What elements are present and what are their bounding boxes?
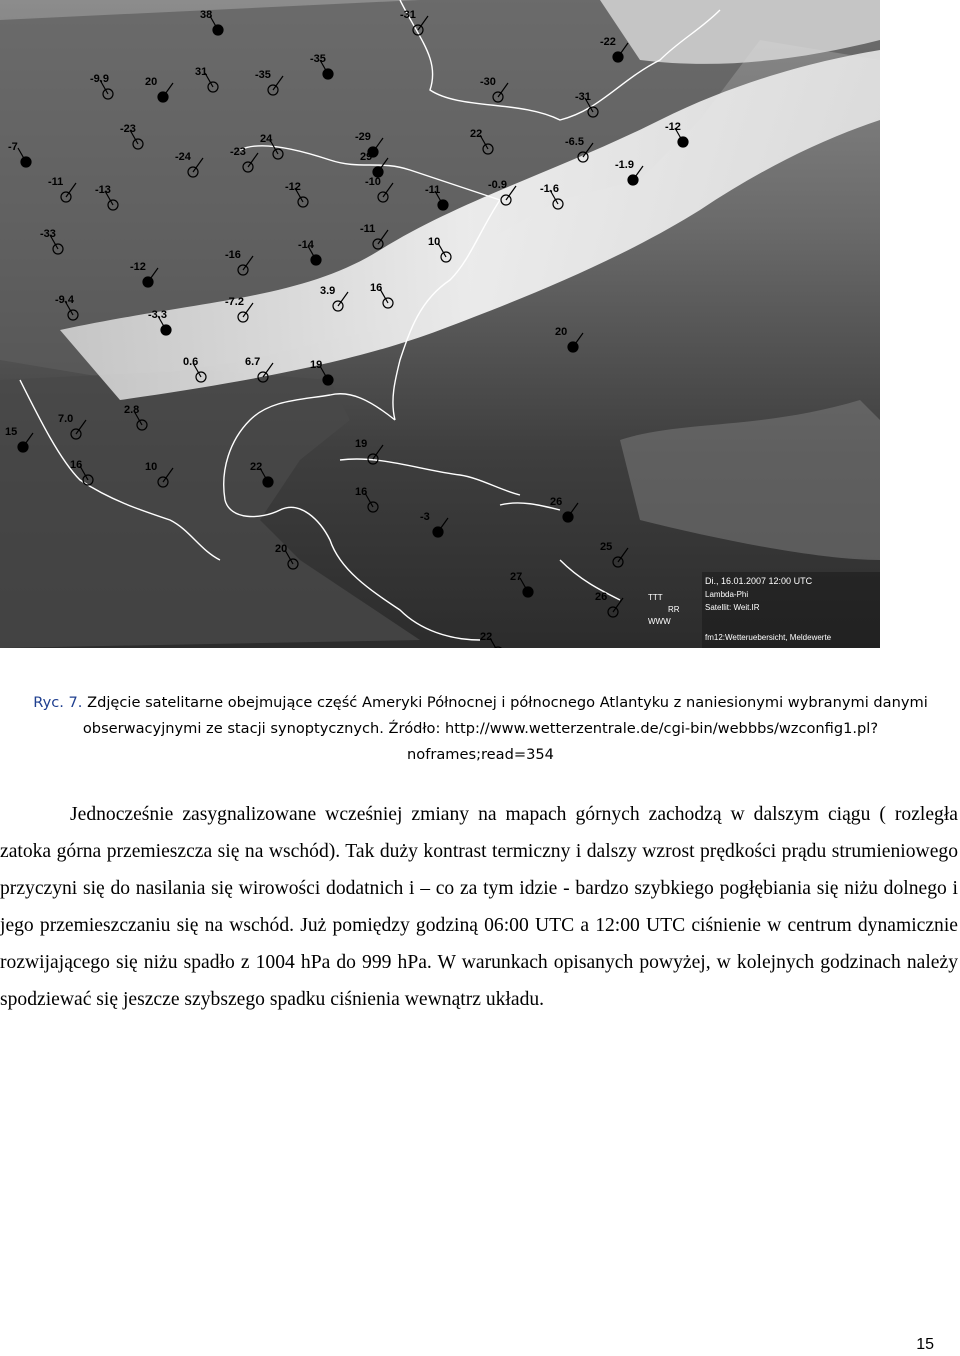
station-temperature: 16 [355,486,368,498]
station-temperature: -3 [420,511,430,523]
station-temperature: -23 [120,123,136,135]
legend-ttt: TTT [648,593,663,602]
figure-caption [18,690,943,768]
station-temperature: -31 [575,91,591,103]
station-temperature: 26 [595,591,608,603]
station-temperature: -30 [480,76,496,88]
station-temperature: -6.5 [565,136,584,148]
station-temperature: -14 [298,239,314,251]
station-temperature: 19 [310,359,323,371]
station-temperature: -13 [95,184,111,196]
satellite-map [0,0,880,648]
station-temperature: 22 [480,631,493,643]
station-temperature: 22 [470,128,483,140]
station-temperature: 38 [200,9,213,21]
station-temperature: 20 [275,543,288,555]
station-temperature: -10 [365,176,381,188]
body-paragraph [0,796,958,1018]
legend-footer: fm12:Wetteruebersicht, Meldewerte [705,633,832,642]
legend-www: WWW [648,617,671,626]
station-temperature: -7 [8,141,18,153]
station-temperature: 7.0 [58,413,74,425]
legend-satellite: Satellit: Weit.IR [705,603,760,612]
station-temperature: 10 [145,461,158,473]
station-temperature: -7.2 [225,296,244,308]
station-temperature: 19 [355,438,368,450]
station-temperature: 0.6 [183,356,199,368]
station-temperature: -22 [600,36,616,48]
station-temperature: 22 [250,461,263,473]
satellite-image [0,0,880,648]
station-temperature: 10 [428,236,441,248]
legend-projection: Lambda-Phi [705,590,749,599]
station-temperature: -35 [310,53,326,65]
station-temperature: 20 [145,76,158,88]
station-temperature: -31 [400,9,416,21]
station-temperature: -16 [225,249,241,261]
station-temperature: 2.8 [124,404,140,416]
station-temperature: -1.6 [540,183,559,195]
station-temperature: 16 [370,282,383,294]
station-temperature: 15 [5,426,18,438]
caption-text: Zdjęcie satelitarne obejmujące część Ameryki Północnej i północnego Atlantyku z naniesionymi wybranymi danymi obserwacyjnymi ze stacji synoptycznych. Źródło: http://www.wetterzentrale.de/cgi-bin/webbbs/wzconfig1.pl?noframes;read=354 [82,694,928,763]
station-temperature: -3.3 [148,309,167,321]
legend-rr: RR [668,605,680,614]
station-temperature: 26 [550,496,563,508]
station-temperature: -11 [360,223,376,235]
station-temperature: -0.9 [488,179,507,191]
body-text: Jednocześnie zasygnalizowane wcześniej zmiany na mapach górnych zachodzą w dalszym ciągu ( rozległa zatoka górna przemieszcza się na wschód). Tak duży kontrast termiczny i dalszy wzrost prędkości prądu strumieniowego przyczyni się do nasilania się wirowości dodatnich i – co za tym idzie - bardzo szybkiego pogłębiania się niżu dolnego i jego przemieszczaniu się na wschód. Już pomiędzy godziną 06:00 UTC a 12:00 UTC ciśnienie w centrum dynamicznie rozwijającego się niżu spadło z 1004 hPa do 999 hPa. W warunkach opisanych powyżej, w kolejnych godzinach należy spodziewać się jeszcze szybszego spadku ciśnienia wewnątrz układu. [0,804,958,1010]
station-temperature: 20 [555,326,568,338]
page-number: 15 [916,1336,934,1353]
station-temperature: -33 [40,228,56,240]
station-temperature: 25 [600,541,613,553]
caption-label: Ryc. 7. [33,694,83,711]
station-temperature: 16 [70,459,83,471]
station-temperature: -12 [130,261,146,273]
station-temperature: -11 [48,176,64,188]
station-temperature: -24 [175,151,191,163]
station-temperature: 24 [260,133,273,145]
station-temperature: -23 [230,146,246,158]
station-temperature: -12 [665,121,681,133]
station-temperature: -1.9 [615,159,634,171]
station-temperature: 6.7 [245,356,261,368]
station-temperature: -35 [255,69,271,81]
station-temperature: -9.9 [90,73,109,85]
station-temperature: 29 [360,151,373,163]
station-temperature: -9.4 [55,294,74,306]
legend-datetime: Di., 16.01.2007 12:00 UTC [705,576,813,586]
station-temperature: 3.9 [320,285,336,297]
station-temperature: -29 [355,131,371,143]
station-temperature: -12 [285,181,301,193]
station-temperature: 31 [195,66,208,78]
station-temperature: -11 [425,184,441,196]
station-temperature: 27 [510,571,523,583]
